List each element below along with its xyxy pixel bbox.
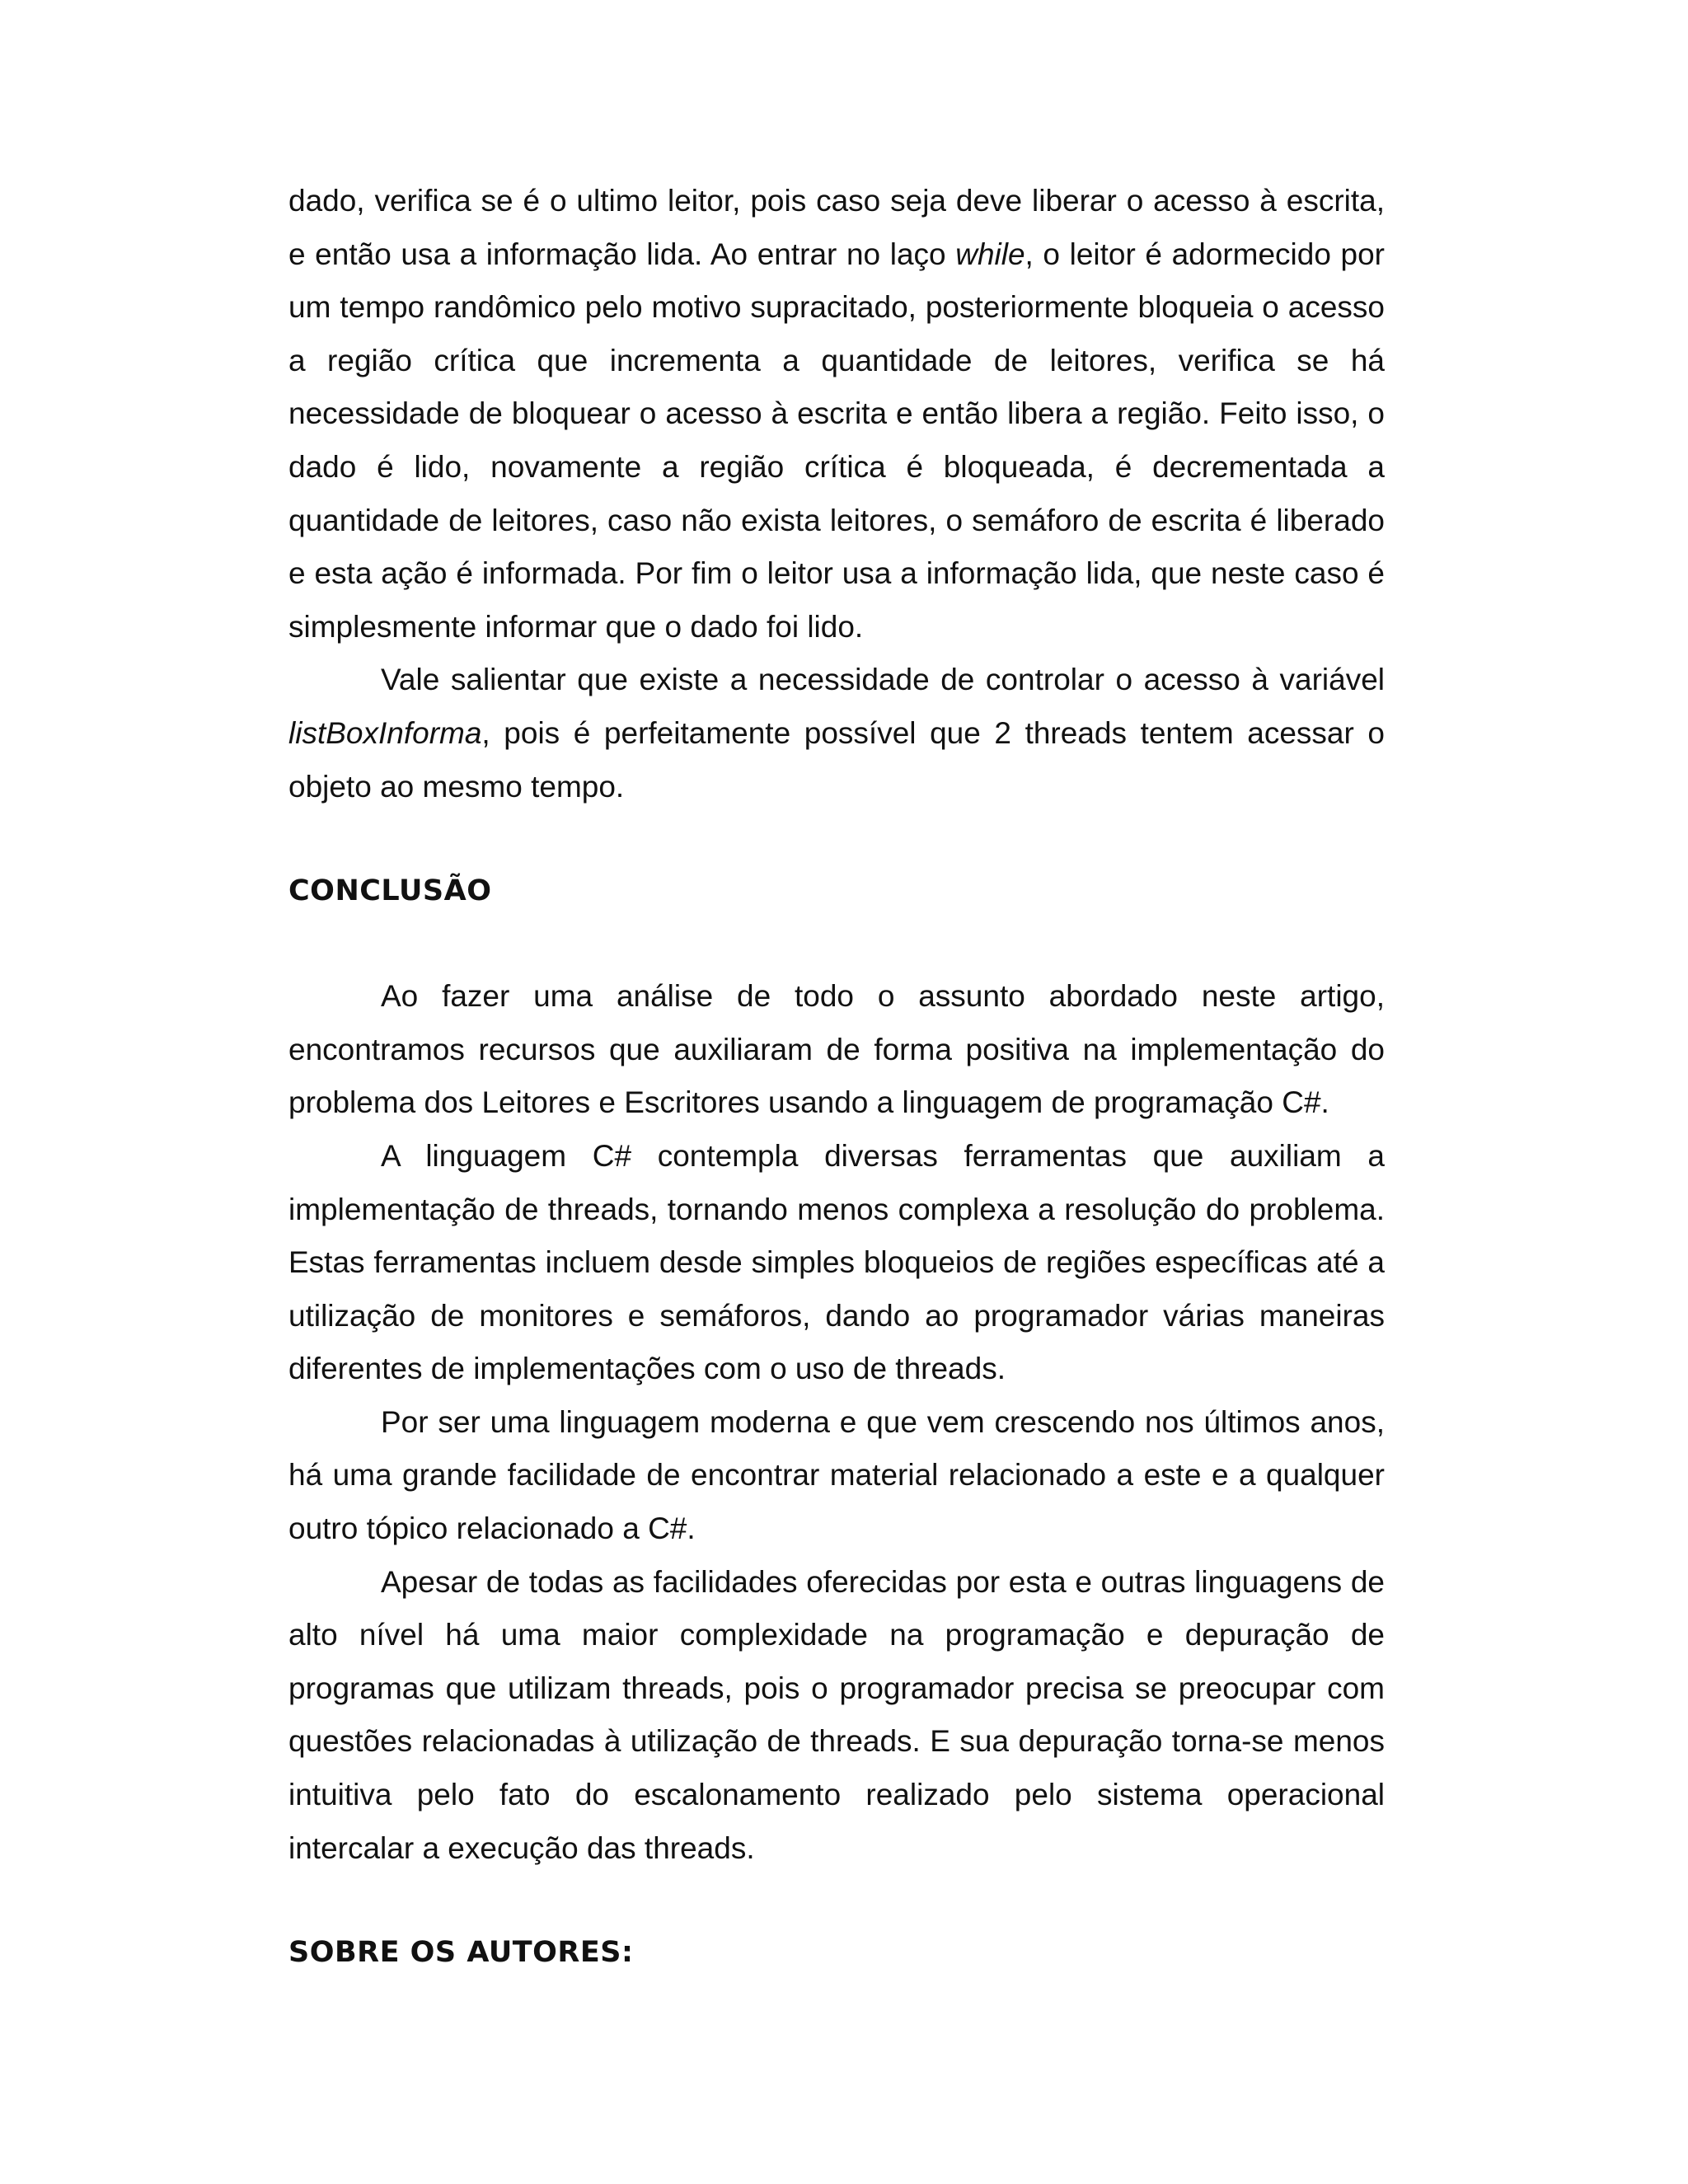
conclusion-paragraph-2: A linguagem C# contempla diversas ferramentas que auxiliam a implementação de threads, tornando menos complexa a resolução do problema. Estas ferramentas incluem desde simples bloqueios de regiões específicas até a utilização de monitores e semáforos, dando ao programador várias maneiras diferentes de implementações com o uso de threads. — [288, 1138, 1385, 1386]
italic-term-listboxinforma: listBoxInforma — [288, 715, 482, 750]
reader-description-paragraph — [288, 175, 1385, 654]
spacer — [288, 813, 1385, 865]
listbox-note-paragraph — [288, 654, 1385, 813]
paragraph-text: , pois é perfeitamente possível que 2 threads tentem acessar o objeto ao mesmo tempo. — [288, 715, 1385, 804]
conclusion-paragraph-3: Por ser uma linguagem moderna e que vem crescendo nos últimos anos, há uma grande facilidade de encontrar material relacionado a este e a qualquer outro tópico relacionado a C#. — [288, 1404, 1385, 1546]
spacer — [288, 917, 1385, 970]
conclusion-paragraph-4: Apesar de todas as facilidades oferecidas por esta e outras linguagens de alto nível há uma maior complexidade na programação e depuração de programas que utilizam threads, pois o programador precisa se preocupar com questões relacionadas à utilização de threads. E sua depuração torna-se menos intuitiva pelo fato do escalonamento realizado pelo sistema operacional intercalar a execução das threads. — [288, 1564, 1385, 1865]
document-page — [288, 175, 1385, 1979]
italic-term-while: while — [955, 237, 1025, 271]
spacer — [288, 1875, 1385, 1926]
paragraph-text: dado, verifica se é o ultimo leitor, pois caso seja deve liberar o acesso à escrita, e então usa a informação lida. Ao entrar no laço — [288, 184, 1385, 271]
paragraph-text: , o leitor é adormecido por um tempo randômico pelo motivo supracitado, posteriormente bloqueia o acesso a região crítica que incrementa a quantidade de leitores, verifica se há necessidade de bloquear o acesso à escrita e então libera a região. Feito isso, o dado é lido, novamente a região crítica é bloqueada, é decrementada a quantidade de leitores, caso não exista leitores, o semáforo de escrita é liberado e esta ação é informada. Por fim o leitor usa a informação lida, que neste caso é simplesmente informar que o dado foi lido. — [288, 237, 1385, 644]
conclusion-paragraph-1: Ao fazer uma análise de todo o assunto abordado neste artigo, encontramos recursos que auxiliaram de forma positiva na implementação do problema dos Leitores e Escritores usando a linguagem de programação C#. — [288, 979, 1385, 1120]
conclusion-heading: CONCLUSÃO — [288, 874, 492, 908]
paragraph-text: Vale salientar que existe a necessidade de controlar o acesso à variável — [381, 663, 1385, 697]
authors-heading: SOBRE OS AUTORES: — [288, 1936, 634, 1970]
